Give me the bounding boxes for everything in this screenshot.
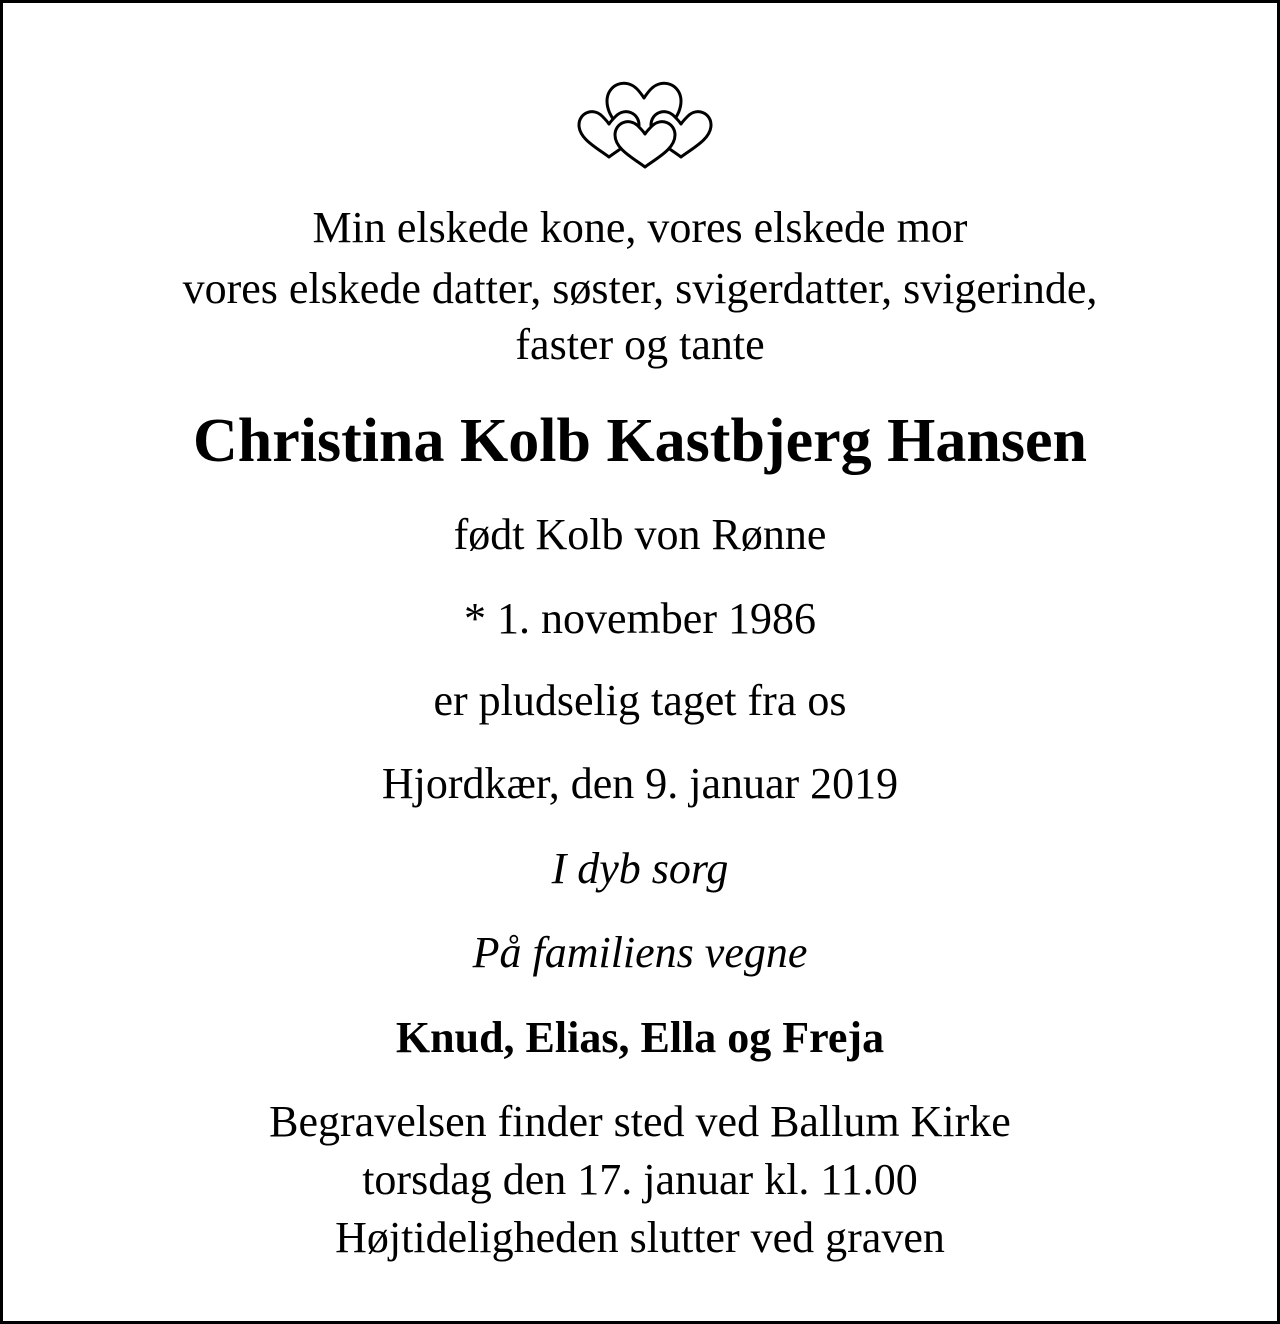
funeral-line-2: torsdag den 17. januar kl. 11.00 bbox=[362, 1155, 918, 1204]
born-name: født Kolb von Rønne bbox=[453, 510, 827, 559]
funeral-line-1: Begravelsen finder sted ved Ballum Kirke bbox=[269, 1097, 1011, 1146]
family-names: Knud, Elias, Ella og Freja bbox=[395, 1013, 885, 1062]
funeral-line-3: Højtideligheden slutter ved graven bbox=[335, 1213, 945, 1262]
intro-line-1: Min elskede kone, vores elskede mor bbox=[312, 203, 968, 252]
on-behalf-text: På familiens vegne bbox=[472, 928, 808, 977]
deceased-name: Christina Kolb Kastbjerg Hansen bbox=[193, 407, 1087, 475]
sorrow-text: I dyb sorg bbox=[551, 844, 729, 893]
birth-date: * 1. november 1986 bbox=[464, 594, 816, 643]
three-hearts-icon bbox=[569, 69, 719, 169]
place-and-date: Hjordkær, den 9. januar 2019 bbox=[381, 759, 899, 808]
intro-line-3: faster og tante bbox=[515, 320, 765, 369]
intro-line-2: vores elskede datter, søster, svigerdatter, svigerinde, bbox=[182, 264, 1098, 313]
announcement: er pludselig taget fra os bbox=[433, 676, 847, 725]
